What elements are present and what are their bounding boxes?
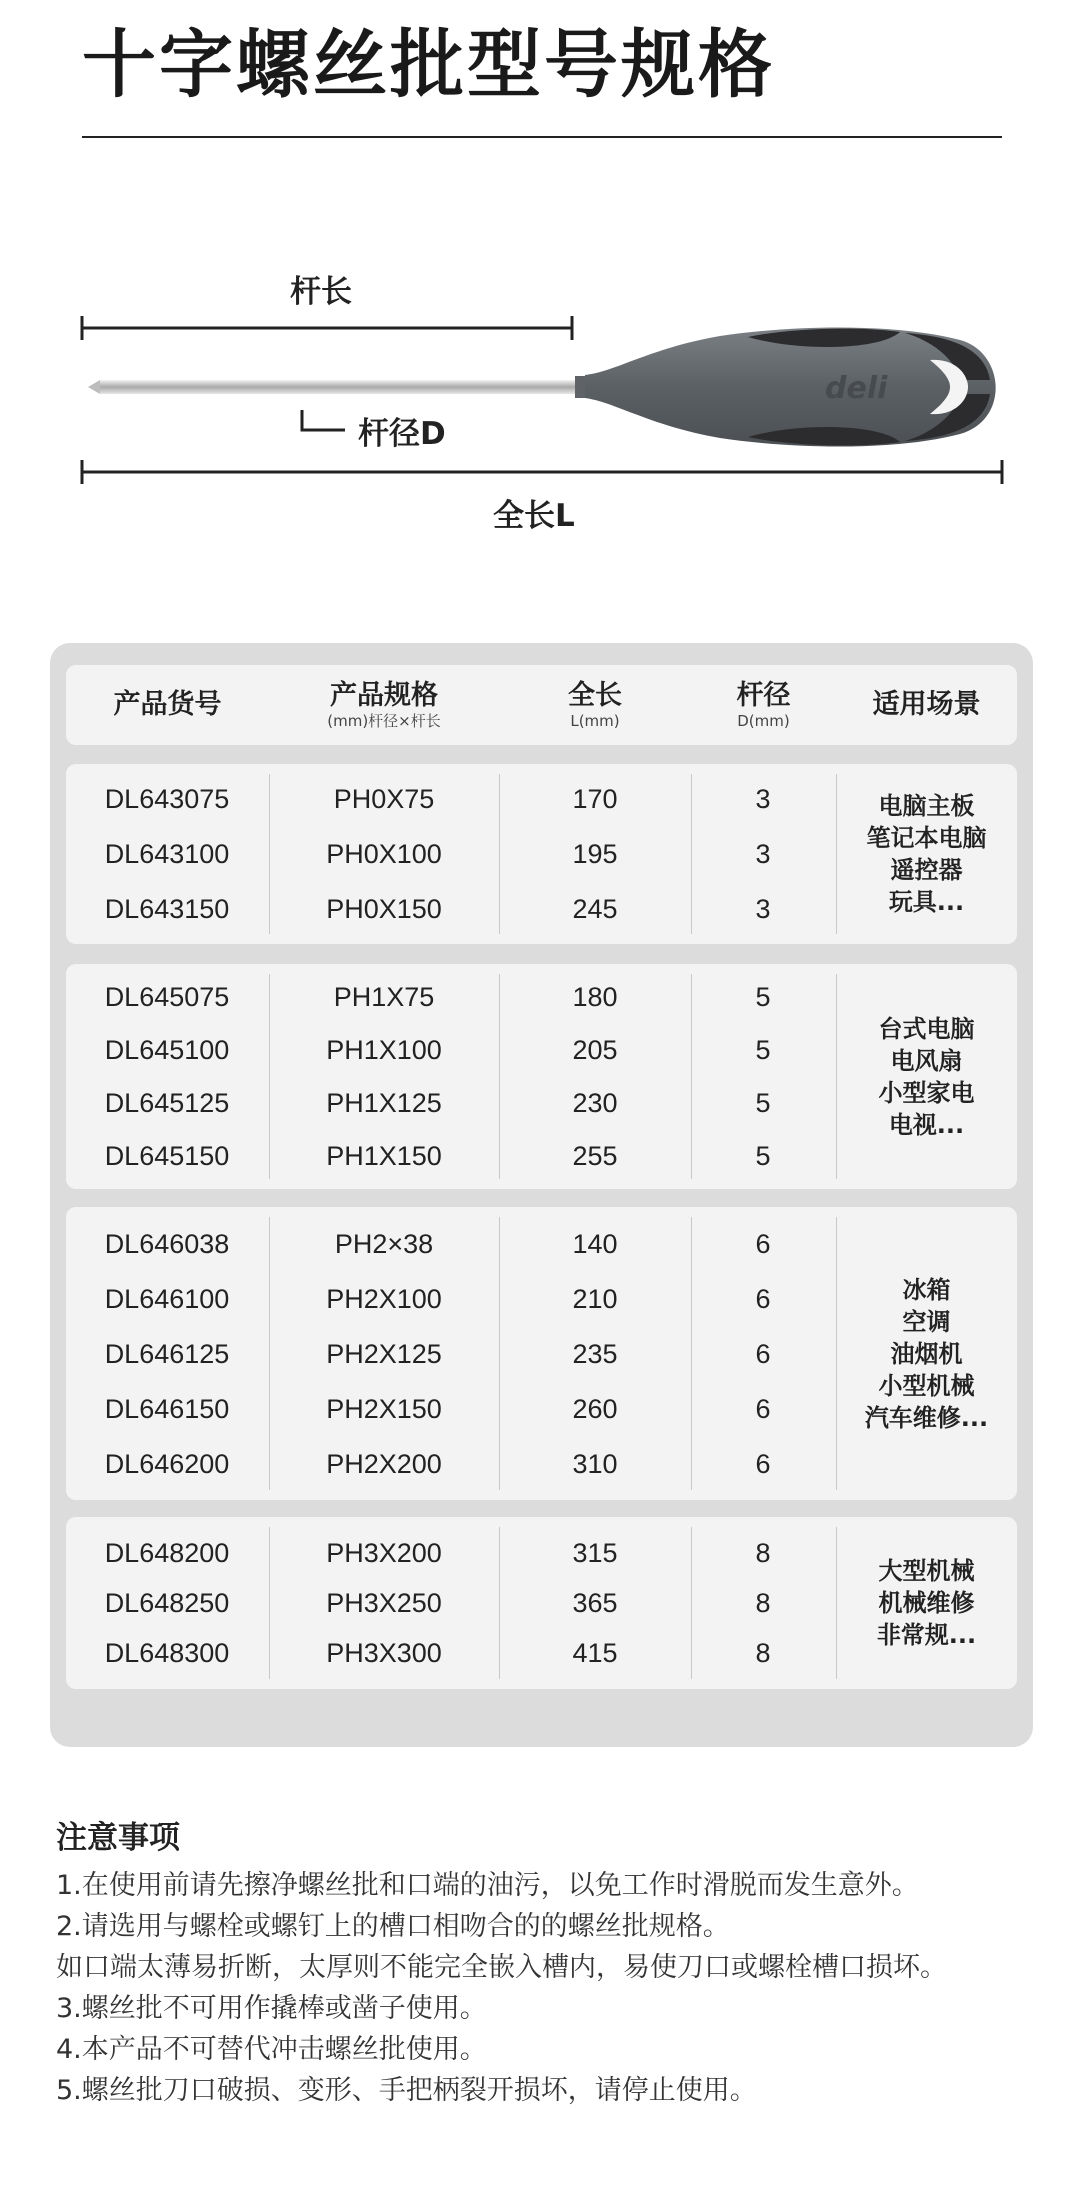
header-sku: 产品货号 [113,689,222,720]
spec-cell: PH2X200 [326,1448,442,1479]
total-length-cell: 310 [572,1448,618,1479]
diameter-cell: 3 [755,894,771,924]
spec-cell: PH3X200 [326,1538,442,1568]
table-header [66,665,1017,745]
scenario-line: 油烟机 [890,1339,963,1368]
diameter-cell: 6 [755,1228,771,1259]
total-length-cell: 170 [572,784,618,814]
diameter-cell: 6 [755,1393,771,1424]
notes-title: 注意事项 [56,1820,180,1856]
diameter-cell: 6 [755,1448,771,1479]
header-scenario: 适用场景 [872,689,981,720]
column-divider [691,974,692,1179]
scenario-line: 非常规... [876,1621,977,1649]
spec-cell: PH3X300 [326,1638,442,1668]
total-length-cell: 255 [572,1141,618,1171]
sku-cell: DL645150 [104,1141,230,1171]
note-line: 3.螺丝批不可用作撬棒或凿子使用。 [56,1993,487,2024]
scenario-line: 电脑主板 [878,792,975,820]
diameter-cell: 8 [755,1538,771,1568]
total-length-cell: 235 [572,1338,618,1369]
brand-logo: deli [825,371,888,406]
scenario-line: 小型家电 [878,1078,975,1107]
total-length-cell: 195 [572,839,618,869]
total-length-cell: 230 [572,1088,618,1118]
product-group [66,1207,1017,1500]
sku-cell: DL643100 [104,839,230,869]
total-length-cell: 245 [572,894,618,924]
total-length-cell: 210 [572,1283,618,1314]
sku-cell: DL643075 [104,784,230,814]
spec-cell: PH1X100 [326,1035,442,1065]
scenario-line: 机械维修 [878,1589,975,1617]
product-group [66,1517,1017,1689]
scenario-line: 遥控器 [890,856,963,884]
scenario-line: 小型机械 [878,1371,975,1400]
diameter-cell: 3 [755,784,771,814]
total-length-cell: 180 [572,982,618,1012]
shaft-length-label: 杆长 [290,274,352,310]
sku-cell: DL645125 [104,1088,230,1118]
column-divider [269,774,270,934]
sku-cell: DL645075 [104,982,230,1012]
spec-cell: PH2X100 [326,1283,442,1314]
sku-cell: DL646125 [104,1338,230,1369]
spec-table [50,643,1033,1747]
column-divider [499,1527,500,1679]
scenario-line: 玩具... [888,888,965,916]
scenario-line: 冰箱 [902,1275,951,1304]
spec-cell: PH2×38 [334,1228,434,1259]
total-length-cell: 260 [572,1393,618,1424]
sku-cell: DL648250 [104,1588,230,1618]
spec-cell: PH1X150 [326,1141,442,1171]
column-divider [691,1217,692,1490]
note-line: 1.在使用前请先擦净螺丝批和口端的油污，以免工作时滑脱而发生意外。 [56,1870,919,1901]
header-spec: 产品规格 (mm)杆径×杆长 [327,680,441,730]
spec-cell: PH0X100 [326,839,442,869]
page-title: 十字螺丝批型号规格 [82,22,775,108]
scenario-line: 台式电脑 [878,1014,975,1043]
screwdriver-diagram [0,240,1080,570]
sku-cell: DL646100 [104,1283,230,1314]
sku-cell: DL643150 [104,894,230,924]
scenario-line: 笔记本电脑 [866,824,987,852]
diameter-cell: 3 [755,839,771,869]
product-group [66,964,1017,1189]
column-divider [499,974,500,1179]
sku-cell: DL645100 [104,1035,230,1065]
diameter-cell: 6 [755,1283,771,1314]
column-divider [269,1527,270,1679]
spec-cell: PH3X250 [326,1588,442,1618]
scenario-line: 大型机械 [878,1557,975,1585]
note-line: 4.本产品不可替代冲击螺丝批使用。 [56,2034,487,2065]
header-shaft-diameter: 杆径 D(mm) [736,680,791,730]
shaft-diameter-label: 杆径D [358,416,446,452]
total-length-cell: 315 [572,1538,618,1568]
diameter-cell: 5 [755,982,771,1012]
sku-cell: DL646150 [104,1393,230,1424]
scenario-line: 汽车维修... [864,1403,989,1432]
spec-cell: PH0X75 [333,784,435,814]
total-length-cell: 415 [572,1638,618,1668]
total-length-cell: 205 [572,1035,618,1065]
sku-cell: DL646200 [104,1448,230,1479]
diameter-cell: 5 [755,1035,771,1065]
product-group [66,764,1017,944]
header-total-length: 全长 L(mm) [568,680,622,730]
column-divider [269,974,270,1179]
column-divider [499,1217,500,1490]
scenario-line: 电风扇 [890,1046,963,1075]
total-length-cell: 365 [572,1588,618,1618]
diameter-cell: 5 [755,1141,771,1171]
title-divider [82,136,1002,138]
note-line: 5.螺丝批刀口破损、变形、手把柄裂开损坏，请停止使用。 [56,2075,757,2106]
sku-cell: DL648200 [104,1538,230,1568]
scenario-line: 电视... [888,1110,965,1139]
spec-cell: PH2X125 [326,1338,442,1369]
column-divider [499,774,500,934]
total-length-cell: 140 [572,1228,618,1259]
column-divider [269,1217,270,1490]
scenario-line: 空调 [902,1307,951,1336]
spec-cell: PH2X150 [326,1393,442,1424]
spec-cell: PH0X150 [326,894,442,924]
total-length-label: 全长L [493,498,575,534]
column-divider [691,774,692,934]
note-line: 如口端太薄易折断，太厚则不能完全嵌入槽内，易使刀口或螺栓槽口损坏。 [56,1952,947,1983]
note-line: 2.请选用与螺栓或螺钉上的槽口相吻合的的螺丝批规格。 [56,1911,730,1942]
sku-cell: DL648300 [104,1638,230,1668]
diameter-cell: 5 [755,1088,771,1118]
spec-cell: PH1X125 [326,1088,442,1118]
spec-cell: PH1X75 [333,982,435,1012]
diameter-cell: 8 [755,1588,771,1618]
sku-cell: DL646038 [104,1228,230,1259]
column-divider [691,1527,692,1679]
diameter-cell: 8 [755,1638,771,1668]
diameter-cell: 6 [755,1338,771,1369]
